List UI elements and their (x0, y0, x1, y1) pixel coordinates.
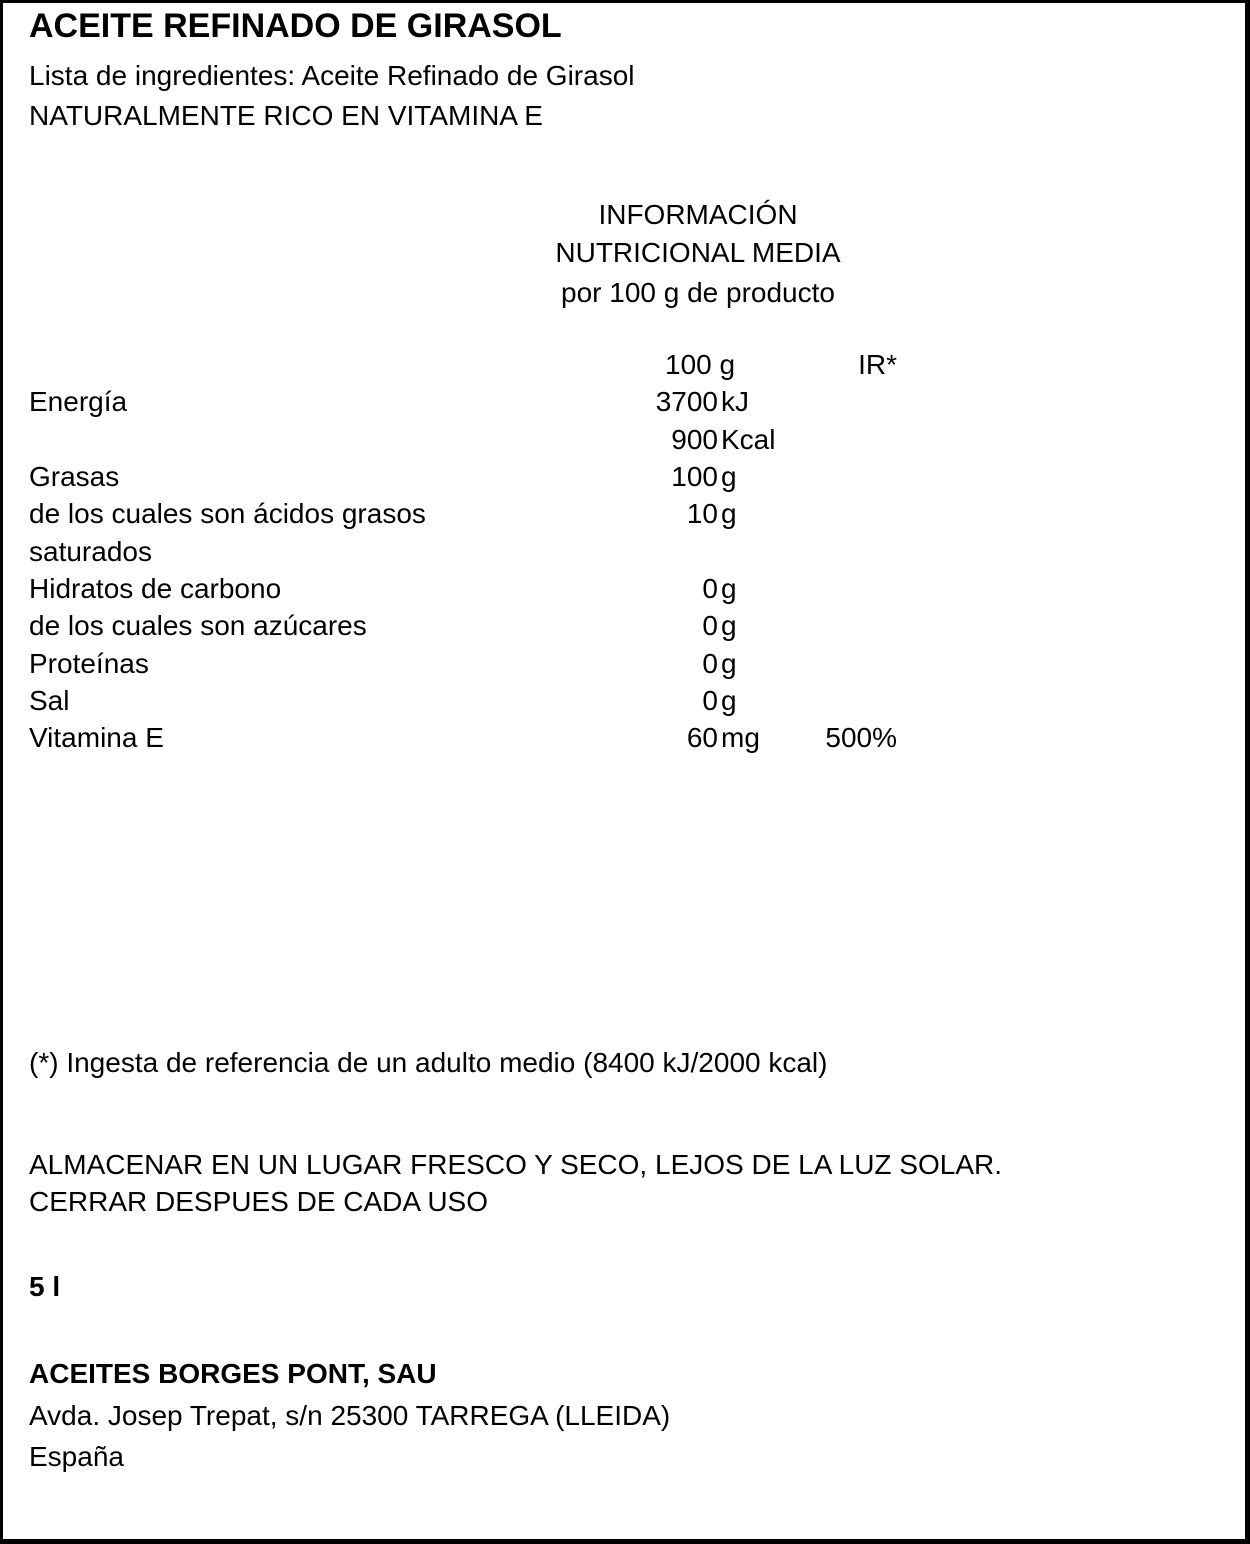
nutrient-label-protein: Proteínas (29, 648, 149, 679)
nutrient-value: 3700 (655, 386, 718, 417)
manufacturer-country: España (29, 1441, 124, 1472)
nutrient-unit: g (721, 685, 737, 716)
nutrition-heading-line-2: NUTRICIONAL MEDIA (555, 237, 841, 268)
nutrient-value: 100 (671, 461, 718, 492)
product-title: ACEITE REFINADO DE GIRASOL (29, 7, 562, 45)
nutrient-unit: g (721, 573, 737, 604)
ingredients-list: Lista de ingredientes: Aceite Refinado de Girasol (29, 60, 635, 91)
column-header-100g: 100 g (665, 349, 736, 380)
nutrient-label-saturated-continuation: saturados (29, 536, 152, 567)
nutrient-label-sugars: de los cuales son azúcares (29, 610, 367, 641)
reference-intake-footnote: (*) Ingesta de referencia de un adulto medio (8400 kJ/2000 kcal) (29, 1047, 828, 1078)
nutrient-value: 0 (702, 610, 718, 641)
nutrition-heading-line-1: INFORMACIÓN (598, 199, 798, 230)
nutrient-label-saturated-fat: de los cuales son ácidos grasos (29, 498, 426, 529)
nutrient-unit: mg (721, 722, 760, 753)
manufacturer-name: ACEITES BORGES PONT, SAU (29, 1358, 437, 1389)
nutrient-label-carbohydrates: Hidratos de carbono (29, 573, 282, 604)
nutrient-unit: Kcal (721, 424, 776, 455)
nutrient-unit: kJ (721, 386, 749, 417)
nutrient-unit: g (721, 498, 737, 529)
nutrient-unit: g (721, 648, 737, 679)
nutrient-ir-percent: 500% (825, 722, 897, 753)
nutrient-label-salt: Sal (29, 685, 70, 716)
vitamin-claim: NATURALMENTE RICO EN VITAMINA E (29, 100, 543, 131)
nutrient-label-energy: Energía (29, 386, 128, 417)
nutrient-value: 10 (686, 498, 718, 529)
nutrient-unit: g (721, 610, 737, 641)
nutrient-value: 900 (671, 424, 718, 455)
storage-instructions-line-1: ALMACENAR EN UN LUGAR FRESCO Y SECO, LEJOS DE LA LUZ SOLAR. (29, 1149, 1003, 1180)
nutrient-unit: g (721, 461, 737, 492)
column-header-ir: IR* (858, 349, 897, 380)
nutrient-label-fat: Grasas (29, 461, 120, 492)
nutrient-value: 0 (702, 573, 718, 604)
nutrient-value: 0 (702, 685, 718, 716)
nutrient-value: 0 (702, 648, 718, 679)
nutrient-label-vitamin-e: Vitamina E (29, 722, 164, 753)
storage-instructions-line-2: CERRAR DESPUES DE CADA USO (29, 1186, 488, 1217)
nutrition-heading-line-3: por 100 g de producto (561, 277, 835, 308)
manufacturer-address: Avda. Josep Trepat, s/n 25300 TARREGA (LLEIDA) (29, 1400, 671, 1431)
nutrient-value: 60 (686, 722, 718, 753)
net-volume: 5 l (29, 1271, 61, 1302)
